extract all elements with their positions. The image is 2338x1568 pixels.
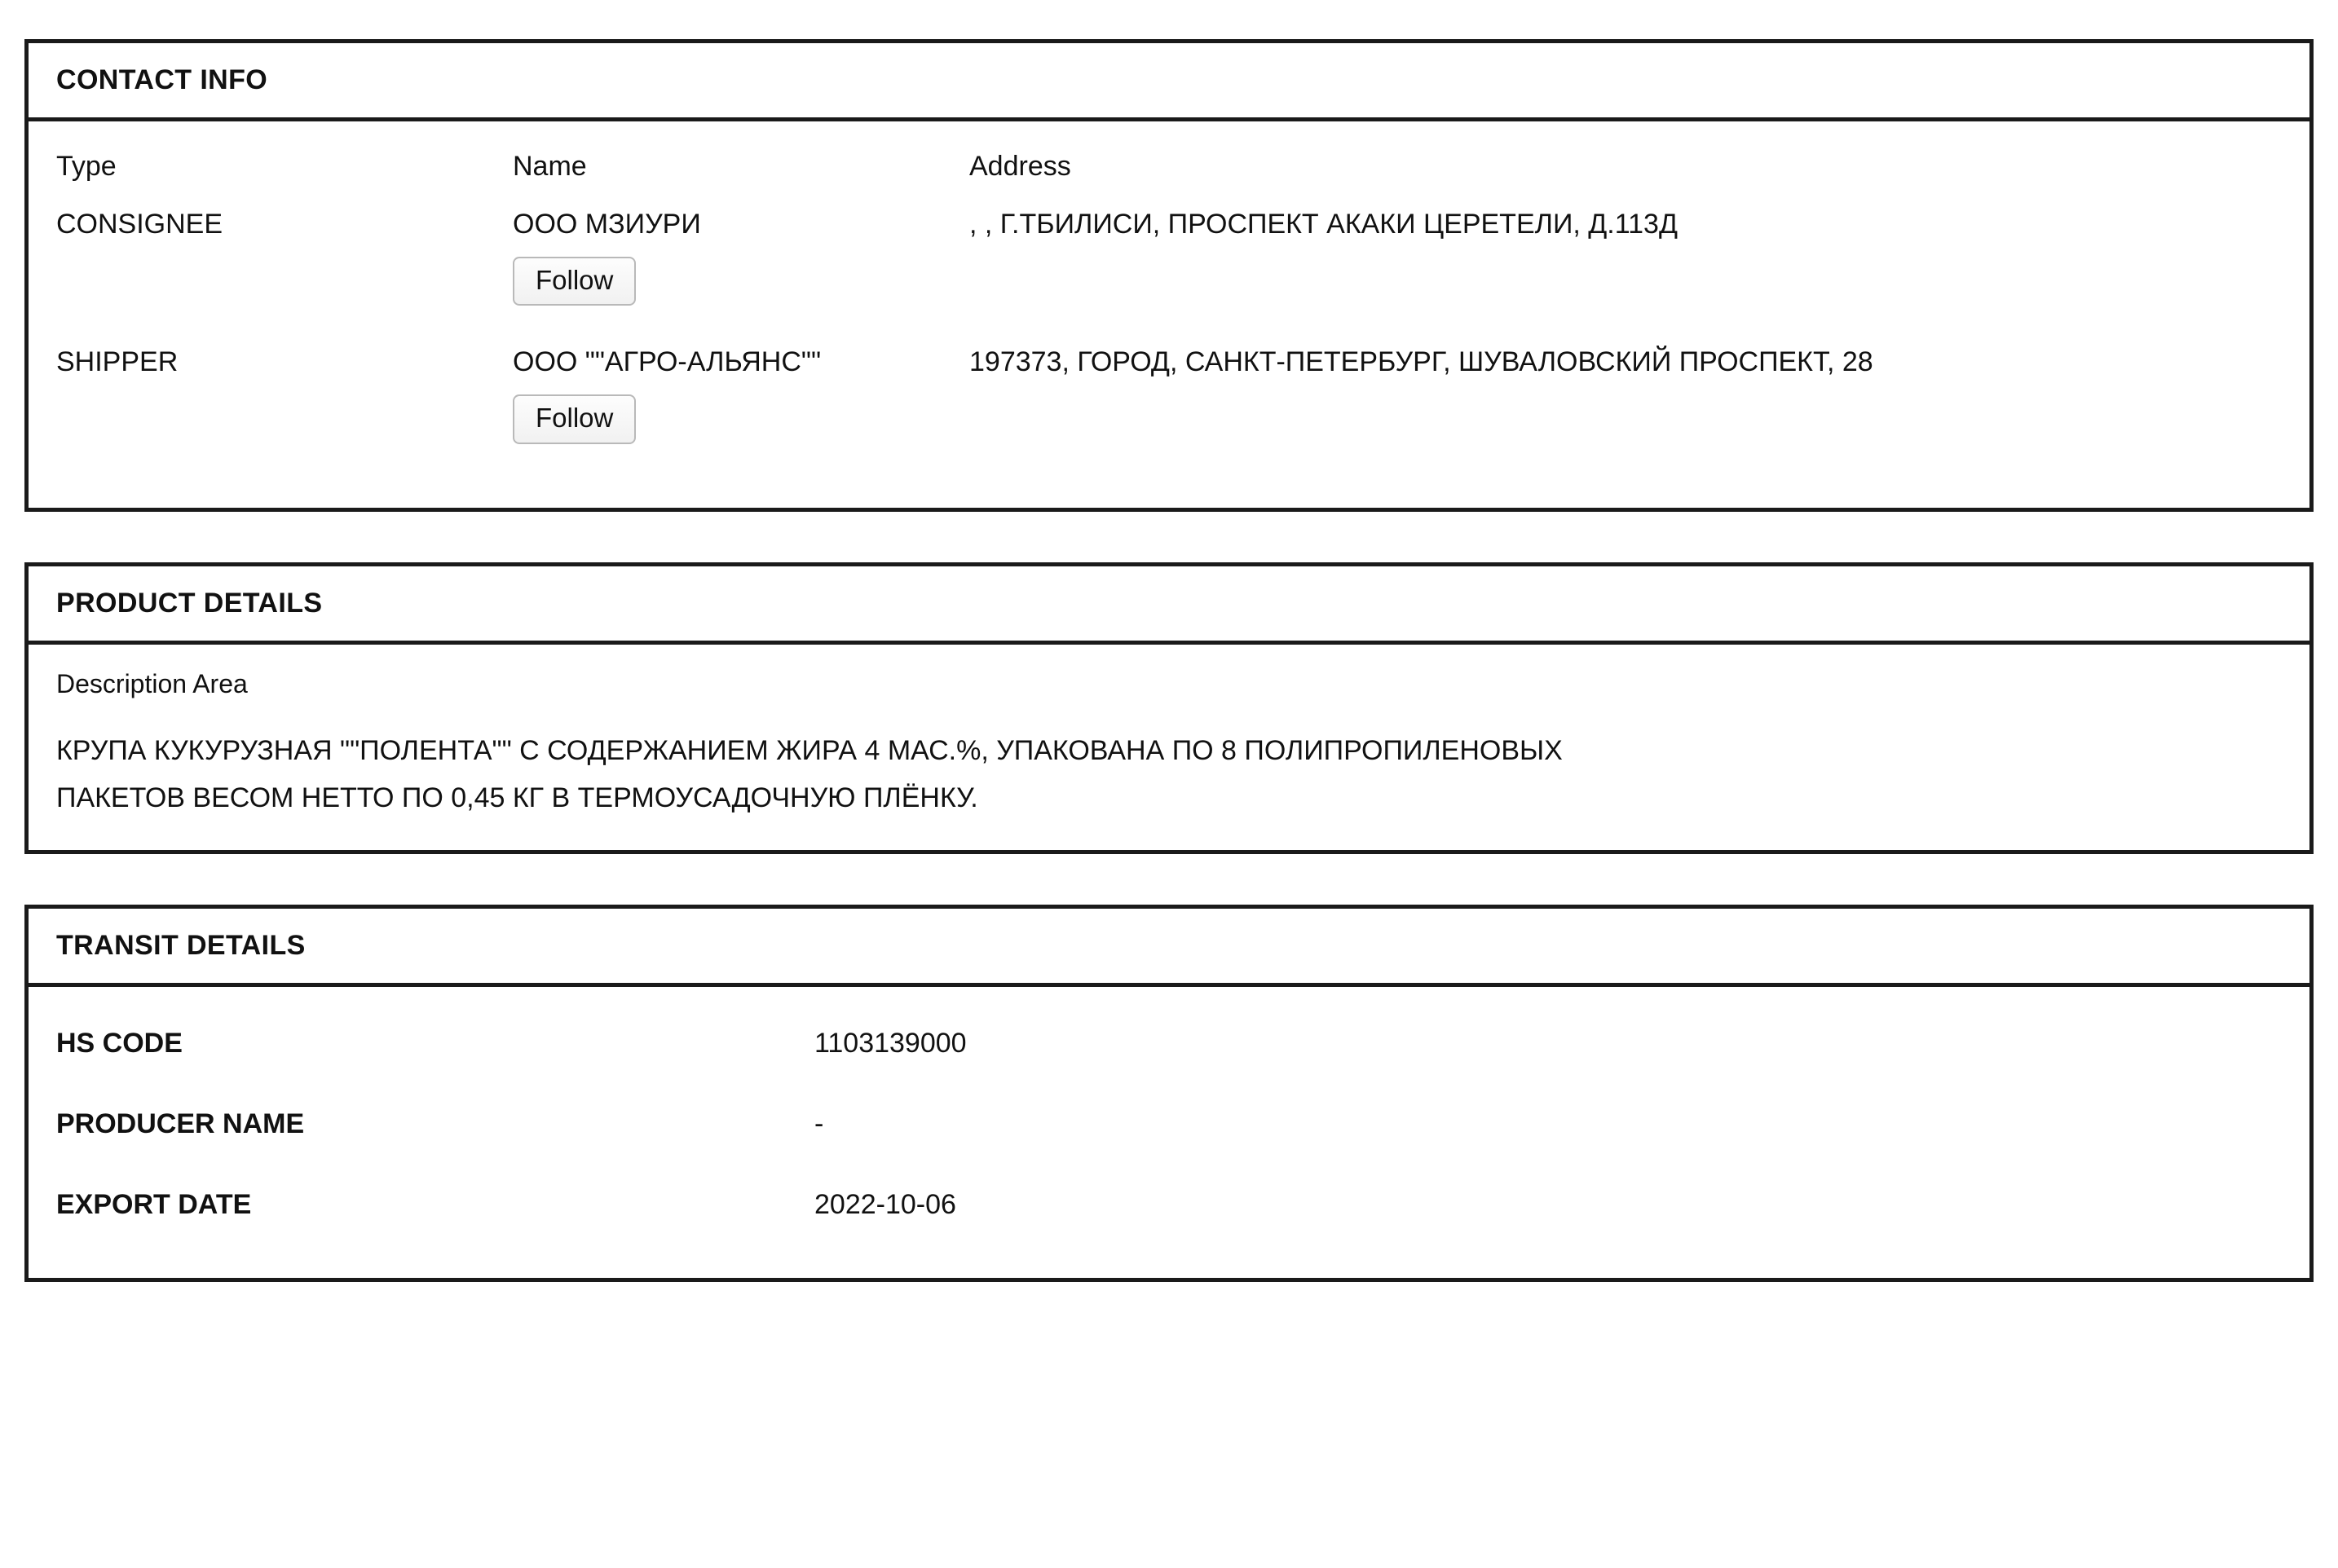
- contact-type: CONSIGNEE: [56, 209, 223, 240]
- table-row: [56, 1089, 2282, 1169]
- contact-name: ООО ""АГРО-АЛЬЯНС"": [513, 346, 822, 378]
- table-row: [56, 1008, 2282, 1089]
- transit-details-title: TRANSIT DETAILS: [29, 909, 2309, 987]
- transit-details-body: [29, 987, 2309, 1278]
- transit-value-hs-code: 1103139000: [814, 1027, 967, 1059]
- contact-info-body: [29, 121, 2309, 508]
- product-details-card: [24, 562, 2314, 854]
- contact-info-table: [56, 143, 2282, 480]
- transit-key-producer-name: PRODUCER NAME: [56, 1108, 305, 1139]
- transit-details-table: [56, 1008, 2282, 1250]
- table-row: [56, 341, 2282, 479]
- transit-details-card: [24, 905, 2314, 1282]
- column-header-type: Type: [56, 151, 117, 182]
- transit-key-export-date: EXPORT DATE: [56, 1188, 252, 1220]
- column-header-address: Address: [969, 151, 1071, 182]
- contact-info-card: [24, 39, 2314, 512]
- product-description: КРУПА КУКУРУЗНАЯ ""ПОЛЕНТА"" С СОДЕРЖАНИЕМ ЖИРА 4 МАС.%, УПАКОВАНА ПО 8 ПОЛИПРОПИЛЕНОВЫХ ПАКЕТОВ ВЕСОМ НЕТТО ПО 0,45 КГ В ТЕРМОУСАДОЧНУЮ ПЛЁНКУ.: [56, 734, 1563, 814]
- follow-button-shipper[interactable]: Follow: [513, 394, 636, 443]
- transit-key-hs-code: HS CODE: [56, 1027, 183, 1059]
- follow-button-consignee[interactable]: Follow: [513, 257, 636, 306]
- transit-value-producer-name: -: [814, 1108, 824, 1139]
- product-details-body: [29, 645, 2309, 850]
- contact-name-cell: [513, 341, 969, 479]
- contact-name: ООО МЗИУРИ: [513, 209, 701, 240]
- description-area-label: Description Area: [56, 668, 248, 698]
- table-header-row: [56, 143, 2282, 204]
- contact-info-title: CONTACT INFO: [29, 43, 2309, 121]
- table-row: [56, 204, 2282, 341]
- transit-value-export-date: 2022-10-06: [814, 1188, 956, 1220]
- contact-address: , , Г.ТБИЛИСИ, ПРОСПЕКТ АКАКИ ЦЕРЕТЕЛИ, Д.113Д: [969, 209, 1678, 240]
- contact-address: 197373, ГОРОД, САНКТ-ПЕТЕРБУРГ, ШУВАЛОВСКИЙ ПРОСПЕКТ, 28: [969, 346, 1873, 378]
- column-header-name: Name: [513, 151, 587, 182]
- contact-name-cell: [513, 204, 969, 341]
- contact-type: SHIPPER: [56, 346, 179, 378]
- table-row: [56, 1169, 2282, 1250]
- product-details-title: PRODUCT DETAILS: [29, 566, 2309, 645]
